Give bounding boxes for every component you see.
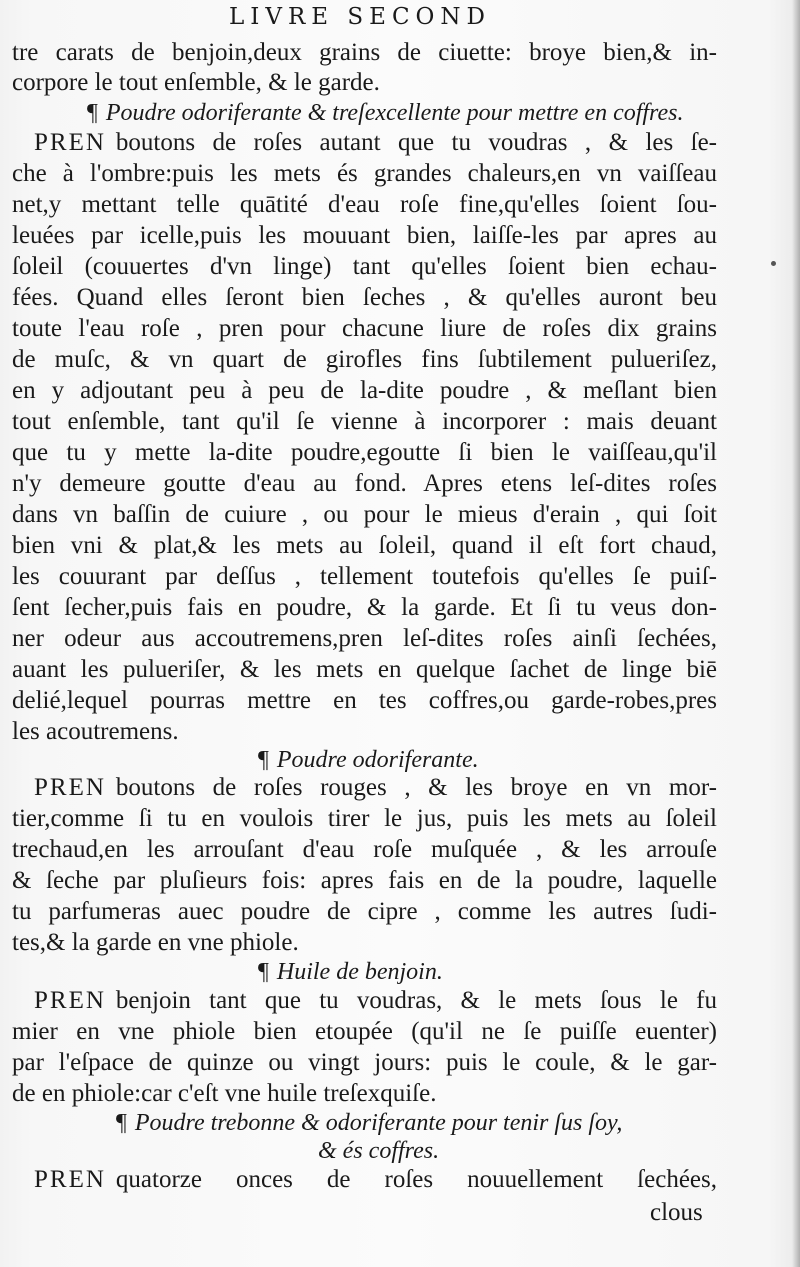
heading-text: Poudre odoriferante. xyxy=(276,747,479,773)
text-line: mier en vne phiole bien etoupée (qu'il ne ſe puiſſe euenter) xyxy=(12,1018,717,1045)
heading-text: Poudre trebonne & odoriferante pour tenir ſus ſoy, xyxy=(134,1110,623,1136)
text-line xyxy=(34,772,717,804)
section-heading xyxy=(87,97,684,129)
text-line: par l'eſpace de quinze ou vingt jours: puis le coule, & le gar- xyxy=(12,1049,717,1076)
text-line: ſoleil (couuertes d'vn linge) tant qu'elles ſoient bien echau- xyxy=(12,253,717,280)
pilcrow-mark: ¶ xyxy=(87,100,98,126)
initial-word: PREN xyxy=(34,1166,106,1193)
text-line xyxy=(34,127,717,159)
text-line: fées. Quand elles ſeront bien ſeches , & qu'elles auront beu xyxy=(12,284,717,311)
text-line: toute l'eau roſe , pren pour chacune liure de roſes dix grains xyxy=(12,315,717,342)
text-line: trechaud,en les arrouſant d'eau roſe muſquée , & les arrouſe xyxy=(12,836,717,863)
text-line: net,y mettant telle quātité d'eau roſe fine,qu'elles ſoient ſou- xyxy=(12,191,717,218)
text-line: corpore le tout enſemble, & le garde. xyxy=(12,69,380,96)
line-text: boutons de roſes autant que tu voudras , & les ſe- xyxy=(115,129,717,156)
text-line xyxy=(34,1164,717,1196)
section-heading-continuation: & és coffres. xyxy=(318,1138,440,1164)
initial-word: PREN xyxy=(34,774,106,801)
line-text: quatorze onces de roſes nouuellement ſechées, xyxy=(115,1166,717,1193)
pilcrow-mark: ¶ xyxy=(258,747,269,773)
text-line: tout enſemble, tant qu'il ſe vienne à incorporer : mais deuant xyxy=(12,408,717,435)
pilcrow-mark: ¶ xyxy=(116,1110,127,1136)
heading-text: Huile de benjoin. xyxy=(276,959,443,985)
text-line: ner odeur aus accoutremens,pren leſ-dites roſes ainſi ſechées, xyxy=(12,625,717,652)
text-line: dans vn baſſin de cuiure , ou pour le mieus d'erain , qui ſoit xyxy=(12,501,717,528)
initial-word: PREN xyxy=(34,129,106,156)
text-line: ſent ſecher,puis fais en poudre, & la garde. Et ſi tu veus don- xyxy=(12,594,717,621)
text-line: tre carats de benjoin,deux grains de ciuette: broye bien,& in- xyxy=(12,39,717,66)
text-line: en y adjoutant peu à peu de la-dite poudre , & meſlant bien xyxy=(12,377,717,404)
text-line: tier,comme ſi tu en voulois tirer le jus, puis les mets au ſoleil xyxy=(12,805,717,832)
text-line: tes,& la garde en vne phiole. xyxy=(12,929,299,956)
section-heading xyxy=(258,956,443,988)
text-line: n'y demeure goutte d'eau au fond. Apres etens leſ-dites roſes xyxy=(12,470,717,497)
text-line: de muſc, & vn quart de girofles fins ſubtilement pulueriſez, xyxy=(12,346,717,373)
text-line: les couurant par deſſus , tellement toutefois qu'elles ſe puiſ- xyxy=(12,563,717,590)
text-line: tu parfumeras auec poudre de cipre , comme les autres ſudi- xyxy=(12,898,717,925)
line-text: benjoin tant que tu voudras, & le mets ſous le fu xyxy=(115,987,717,1014)
text-line: que tu y mette la-dite poudre,egoutte ſi bien le vaiſſeau,qu'il xyxy=(12,439,717,466)
catchword: clous xyxy=(650,1199,703,1226)
text-line: che à l'ombre:puis les mets és grandes chaleurs,en vn vaiſſeau xyxy=(12,160,717,187)
pilcrow-mark: ¶ xyxy=(258,959,269,985)
text-line: bien vni & plat,& les mets au ſoleil, quand il eſt fort chaud, xyxy=(12,532,717,559)
heading-text: Poudre odoriferante & treſexcellente pour mettre en coffres. xyxy=(105,100,684,126)
text-line xyxy=(34,985,717,1017)
text-line: delié,lequel pourras mettre en tes coffres,ou garde-robes,pres xyxy=(12,687,717,714)
text-line: leuées par icelle,puis les mouuant bien, laiſſe-les par apres au xyxy=(12,222,717,249)
text-line: auant les pulueriſer, & les mets en quelque ſachet de linge biē xyxy=(12,656,717,683)
line-text: boutons de roſes rouges , & les broye en vn mor- xyxy=(115,774,717,801)
text-line: de en phiole:car c'eſt vne huile treſexquiſe. xyxy=(12,1080,437,1107)
running-head: LIVRE SECOND xyxy=(229,4,491,30)
text-line: & ſeche par pluſieurs fois: apres fais en de la poudre, laquelle xyxy=(12,867,717,894)
page-spot xyxy=(771,261,776,266)
text-line: les acoutremens. xyxy=(12,718,179,745)
initial-word: PREN xyxy=(34,987,106,1014)
